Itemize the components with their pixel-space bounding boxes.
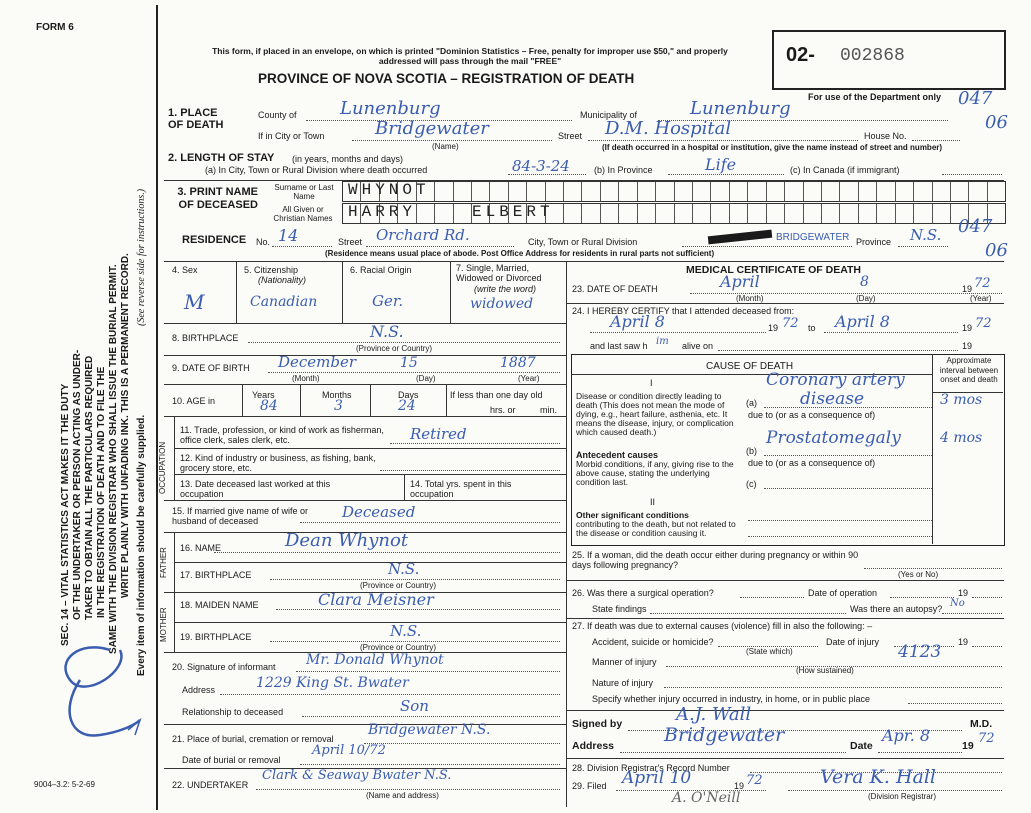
mother-birthplace: N.S. [390,622,422,640]
municipality-value: Lunenburg [690,98,791,119]
antecedent-sub: Morbid conditions, if any, giving rise to the above cause, stating the underlying condition last. [576,459,734,487]
trade-label: 11. Trade, profession, or kind of work as fisherman, office clerk, sales clerk, etc. [180,425,384,445]
county-value: Lunenburg [340,98,441,119]
residence-note: (Residence means usual place of abode. Post Office Address for residents in rural parts not sufficient) [325,249,715,258]
citizenship-sub: (Nationality) [258,275,307,285]
direct-cause-label: Disease or condition directly leading to death (This does not mean the mode of dying, e.g., heart failure, asthenia, etc. It means the disease, injury, or complication which caused death.) [576,391,734,437]
hospital-note: (If death occurred in a hospital or institution, give the name instead of street and number) [602,143,943,152]
stay-c-label: (c) In Canada (if immigrant) [790,165,900,175]
reg-number: 002868 [840,46,905,66]
marital-sub: (write the word) [474,284,537,294]
attend-from: April 8 [610,312,665,331]
margin-scribble-icon [40,640,150,750]
city-label: If in City or Town [258,131,325,141]
roman-one: I [650,378,653,388]
father-section-label: FATHER [159,547,168,578]
last-saw-mid: im [656,336,669,347]
state-findings-label: State findings [592,604,647,614]
autopsy-label: Was there an autopsy? [850,604,943,614]
hrs-label: hrs. or [490,405,516,415]
age-days: 24 [398,398,416,414]
dob-month: December [278,353,357,371]
residence-code-2: 06 [985,240,1008,261]
injury-year-prefix: 19 [958,637,969,647]
sex-value: M [184,290,205,314]
birthplace-label: 8. BIRTHPLACE [172,333,239,343]
surname-grid [342,181,1006,202]
dod-label: 23. DATE OF DEATH [572,284,658,294]
residence-no-label: No. [256,237,271,247]
cause-b-label: (b) [746,446,757,456]
residence-label: RESIDENCE [182,234,247,246]
age-label: 10. AGE in [172,396,216,406]
side-instruction-6: WRITE PLAINLY WITH UNFADING INK. THIS IS A PERMANENT RECORD. [120,253,131,598]
q25-yes-no: (Yes or No) [898,570,939,579]
cause-a-line2: disease [800,389,865,409]
attend-from-prefix: 19 [768,323,779,333]
redaction-mark [708,230,772,245]
dob-month-sub: (Month) [292,374,320,383]
q29-label: 29. Filed [572,781,607,791]
q26-label: 26. Was there a surgical operation? [572,588,714,598]
side-instruction-1: SEC. 14 – VITAL STATISTICS ACT MAKES IT THE DUTY [60,383,71,646]
antecedent-label: Antecedent causes [576,450,659,460]
burial-date: April 10/72 [312,743,386,758]
stay-note: (in years, months and days) [292,154,404,164]
other-conditions-sub: contributing to the death, but not related to the disease or condition causing it. [576,519,736,538]
relation-label: Relationship to deceased [182,707,284,717]
state-which: (State which) [746,647,793,656]
county-label: County of [258,110,297,120]
doctor-date-prefix: 19 [962,740,974,752]
stay-b-value: Life [705,155,737,174]
last-saw-prefix: 19 [962,341,973,351]
burial-place: Bridgewater N.S. [368,722,491,738]
q28-label: 28. Division Registrar's Record Number [572,763,730,773]
given-label: All Given or Christian Names [273,205,333,223]
attend-to: April 8 [835,312,890,331]
informant-sig-label: 20. Signature of informant [172,662,276,672]
burial-date-label: Date of burial or removal [182,755,281,765]
residence-street: Orchard Rd. [376,226,470,244]
date-worked-label: 13. Date deceased last worked at this occupation [180,479,331,499]
dod-year-prefix: 19 [962,284,973,294]
nature-label: Nature of injury [592,678,654,688]
side-instruction-5: SAME WITH THE DIVISION REGISTRAR WHO SHALL ISSUE THE BURIAL PERMIT. [108,264,119,654]
cause-a-label: (a) [746,398,757,408]
doctor-address: Bridgewater [664,724,785,746]
md-label: M.D. [970,718,993,730]
signed-label: Signed by [572,718,623,730]
dept-code-1: 047 [958,88,993,109]
signed-value: A.J. Wall [676,704,752,725]
q27-label: 27. If death was due to external causes (violence) fill in also the following: – [572,621,873,631]
last-saw-label: and last saw h [590,341,648,351]
given-value-1: HARRY [348,203,417,221]
dob-year: 1887 [500,355,536,371]
medical-title: MEDICAL CERTIFICATE OF DEATH [686,264,861,276]
house-label: House No. [864,131,907,141]
citizenship-label: 5. Citizenship [244,265,299,275]
surname-label: Surname or Last Name [274,183,334,201]
father-birthplace: N.S. [388,560,420,578]
age-years: 84 [260,398,278,414]
industry-label: 12. Kind of industry or business, as fishing, bank, grocery store, etc. [180,453,376,473]
mail-notice: This form, if placed in an envelope, on which is printed "Dominion Statistics – Free, penalty for improper use $50," and properly addressed will pass through the mail "FREE" [212,46,728,66]
attend-to-year: 72 [975,316,992,331]
doctor-date-label: Date [850,740,873,752]
city-name-note: (Name) [432,142,459,151]
dob-label: 9. DATE OF BIRTH [172,363,250,373]
filed-value: April 10 [622,768,692,788]
mother-maiden: Clara Meisner [318,590,434,609]
occupation-section-label: OCCUPATION [158,441,167,494]
undertaker-value: Clark & Seaway Bwater N.S. [262,768,452,783]
attend-from-year: 72 [782,316,799,331]
spouse-value: Deceased [342,503,416,521]
side-instruction-4: IN THE REGISTRATION OF DEATH AND TO FILE THE [96,366,107,618]
other-conditions-label: Other significant conditions [576,510,689,520]
cause-title: CAUSE OF DEATH [706,361,794,372]
residence-code-1: 047 [958,216,993,237]
racial-value: Ger. [372,292,404,310]
informant-address: 1229 King St. Bwater [256,675,409,691]
filed-year-prefix: 19 [734,781,745,791]
relation-value: Son [400,697,429,715]
accident-label: Accident, suicide or homicide? [592,637,714,647]
dob-day-sub: (Day) [416,374,436,383]
birthplace-value: N.S. [370,322,404,341]
how-sustained: (How sustained) [796,666,854,675]
form-id: FORM 6 [36,22,74,33]
dob-year-sub: (Year) [518,374,540,383]
father-name: Dean Whynot [285,530,409,551]
age-months-label: Months [322,390,352,400]
age-months: 3 [334,398,343,414]
stay-label: 2. LENGTH OF STAY [168,152,275,164]
injury-date-label: Date of injury [826,637,880,647]
informant-sig: Mr. Donald Whynot [306,652,444,668]
form-title: PROVINCE OF NOVA SCOTIA – REGISTRATION OF DEATH [258,71,635,86]
father-birthplace-sub: (Province or Country) [360,581,437,590]
q25-label: 25. If a woman, did the death occur either during pregnancy or within 90 days following pregnancy? [572,550,859,570]
citizenship-value: Canadian [250,294,318,310]
doctor-date-year: 72 [978,731,995,746]
specify-label: Specify whether injury occurred in industry, in home, or in public place [592,694,870,704]
surname-value: WHYNOT [348,181,430,199]
side-instruction-2: OF THE UNDERTAKER OR PERSON ACTING AS UNDER- [72,349,83,620]
dod-day: 8 [860,274,869,290]
roman-two: II [650,497,656,507]
attend-to-prefix: 19 [962,323,973,333]
age-days-label: Days [398,390,419,400]
marital-label: 7. Single, Married, Widowed or Divorced [456,263,542,283]
footer-code: 9004–3.2: 5-2-69 [34,780,95,789]
place-label: 1. PLACE OF DEATH [168,107,224,131]
birthplace-sub: (Province or Country) [356,344,433,353]
filed-year: 72 [746,773,763,788]
doctor-date: Apr. 8 [882,726,931,745]
interval-a: 3 mos [940,392,983,408]
op-date-label: Date of operation [808,588,878,598]
trade-value: Retired [410,425,467,443]
stay-a-label: (a) In City, Town or Rural Division where death occurred [205,165,428,175]
due-to-a: due to (or as a consequence of) [748,410,876,420]
dod-year: 72 [974,276,991,291]
due-to-b: due to (or as a consequence of) [748,458,876,468]
last-saw-tail: alive on [682,341,714,351]
dod-month-sub: (Month) [736,294,764,303]
side-instruction-7: Every item of information should be carefully supplied. [136,414,147,676]
manner-label: Manner of injury [592,657,657,667]
informant-address-label: Address [182,685,216,695]
extra-signature: A. O'Neill [672,790,741,806]
autopsy-value: No [950,598,965,609]
father-name-label: 16. NAME [180,543,222,553]
manner-mark: 4123 [898,642,942,662]
dept-use-label: For use of the Department only [808,92,942,102]
residence-city: BRIDGEWATER [776,232,850,243]
given-value-2: ELBERT [472,203,554,221]
dod-day-sub: (Day) [856,294,876,303]
years-spent-label: 14. Total yrs. spent in this occupation [410,479,512,499]
min-label: min. [540,405,558,415]
street-label: Street [558,131,583,141]
undertaker-sub: (Name and address) [366,791,439,800]
lessday-label: If less than one day old [450,390,543,400]
mother-birthplace-sub: (Province or Country) [360,643,437,652]
father-birthplace-label: 17. BIRTHPLACE [180,570,252,580]
residence-province: N.S. [910,226,942,244]
stay-a-value: 84-3-24 [512,157,570,175]
undertaker-label: 22. UNDERTAKER [172,780,249,790]
cause-b-value: Prostatomegaly [766,428,901,448]
interval-title: Approximate interval between onset and death [939,356,999,384]
side-instruction-3: TAKER TO OBTAIN ALL THE PARTICULARS REQUIRED [84,355,95,620]
city-value: Bridgewater [375,118,489,139]
residence-street-label: Street [338,237,363,247]
spouse-label: 15. If married give name of wife or husband of deceased [172,506,309,526]
side-instruction-8: (See reverse side for instructions.) [136,188,147,326]
dob-day: 15 [400,355,418,371]
name-label: 3. PRINT NAME OF DECEASED [177,186,258,211]
maiden-label: 18. MAIDEN NAME [180,600,259,610]
dept-code-2: 06 [985,112,1008,133]
residence-province-label: Province [856,237,892,247]
cause-c-label: (c) [746,479,757,489]
racial-label: 6. Racial Origin [350,265,412,275]
sex-label: 4. Sex [172,265,198,275]
doctor-address-label: Address [572,740,615,752]
interval-b: 4 mos [940,430,983,446]
residence-city-label: City, Town or Rural Division [528,237,638,247]
residence-no: 14 [278,226,299,245]
dod-year-sub: (Year) [970,294,992,303]
mother-section-label: MOTHER [159,607,168,642]
op-year-prefix: 19 [958,588,969,598]
dod-month: April [720,272,760,291]
municipality-label: Municipality of [580,110,638,120]
registrar-signature: Vera K. Hall [820,766,936,788]
given-grid [342,203,1006,224]
age-years-label: Years [252,390,275,400]
burial-place-label: 21. Place of burial, cremation or removal [172,734,334,744]
reg-prefix: 02- [786,44,815,66]
cause-a-line1: Coronary artery [766,370,905,390]
street-value: D.M. Hospital [605,118,732,139]
mother-birthplace-label: 19. BIRTHPLACE [180,632,252,642]
certify-label: 24. I HEREBY CERTIFY that I attended deceased from: [572,306,795,316]
stay-b-label: (b) In Province [594,165,653,175]
marital-value: widowed [470,296,534,312]
attend-to-label: to [808,323,816,333]
registrar-sub: (Division Registrar) [868,792,937,801]
